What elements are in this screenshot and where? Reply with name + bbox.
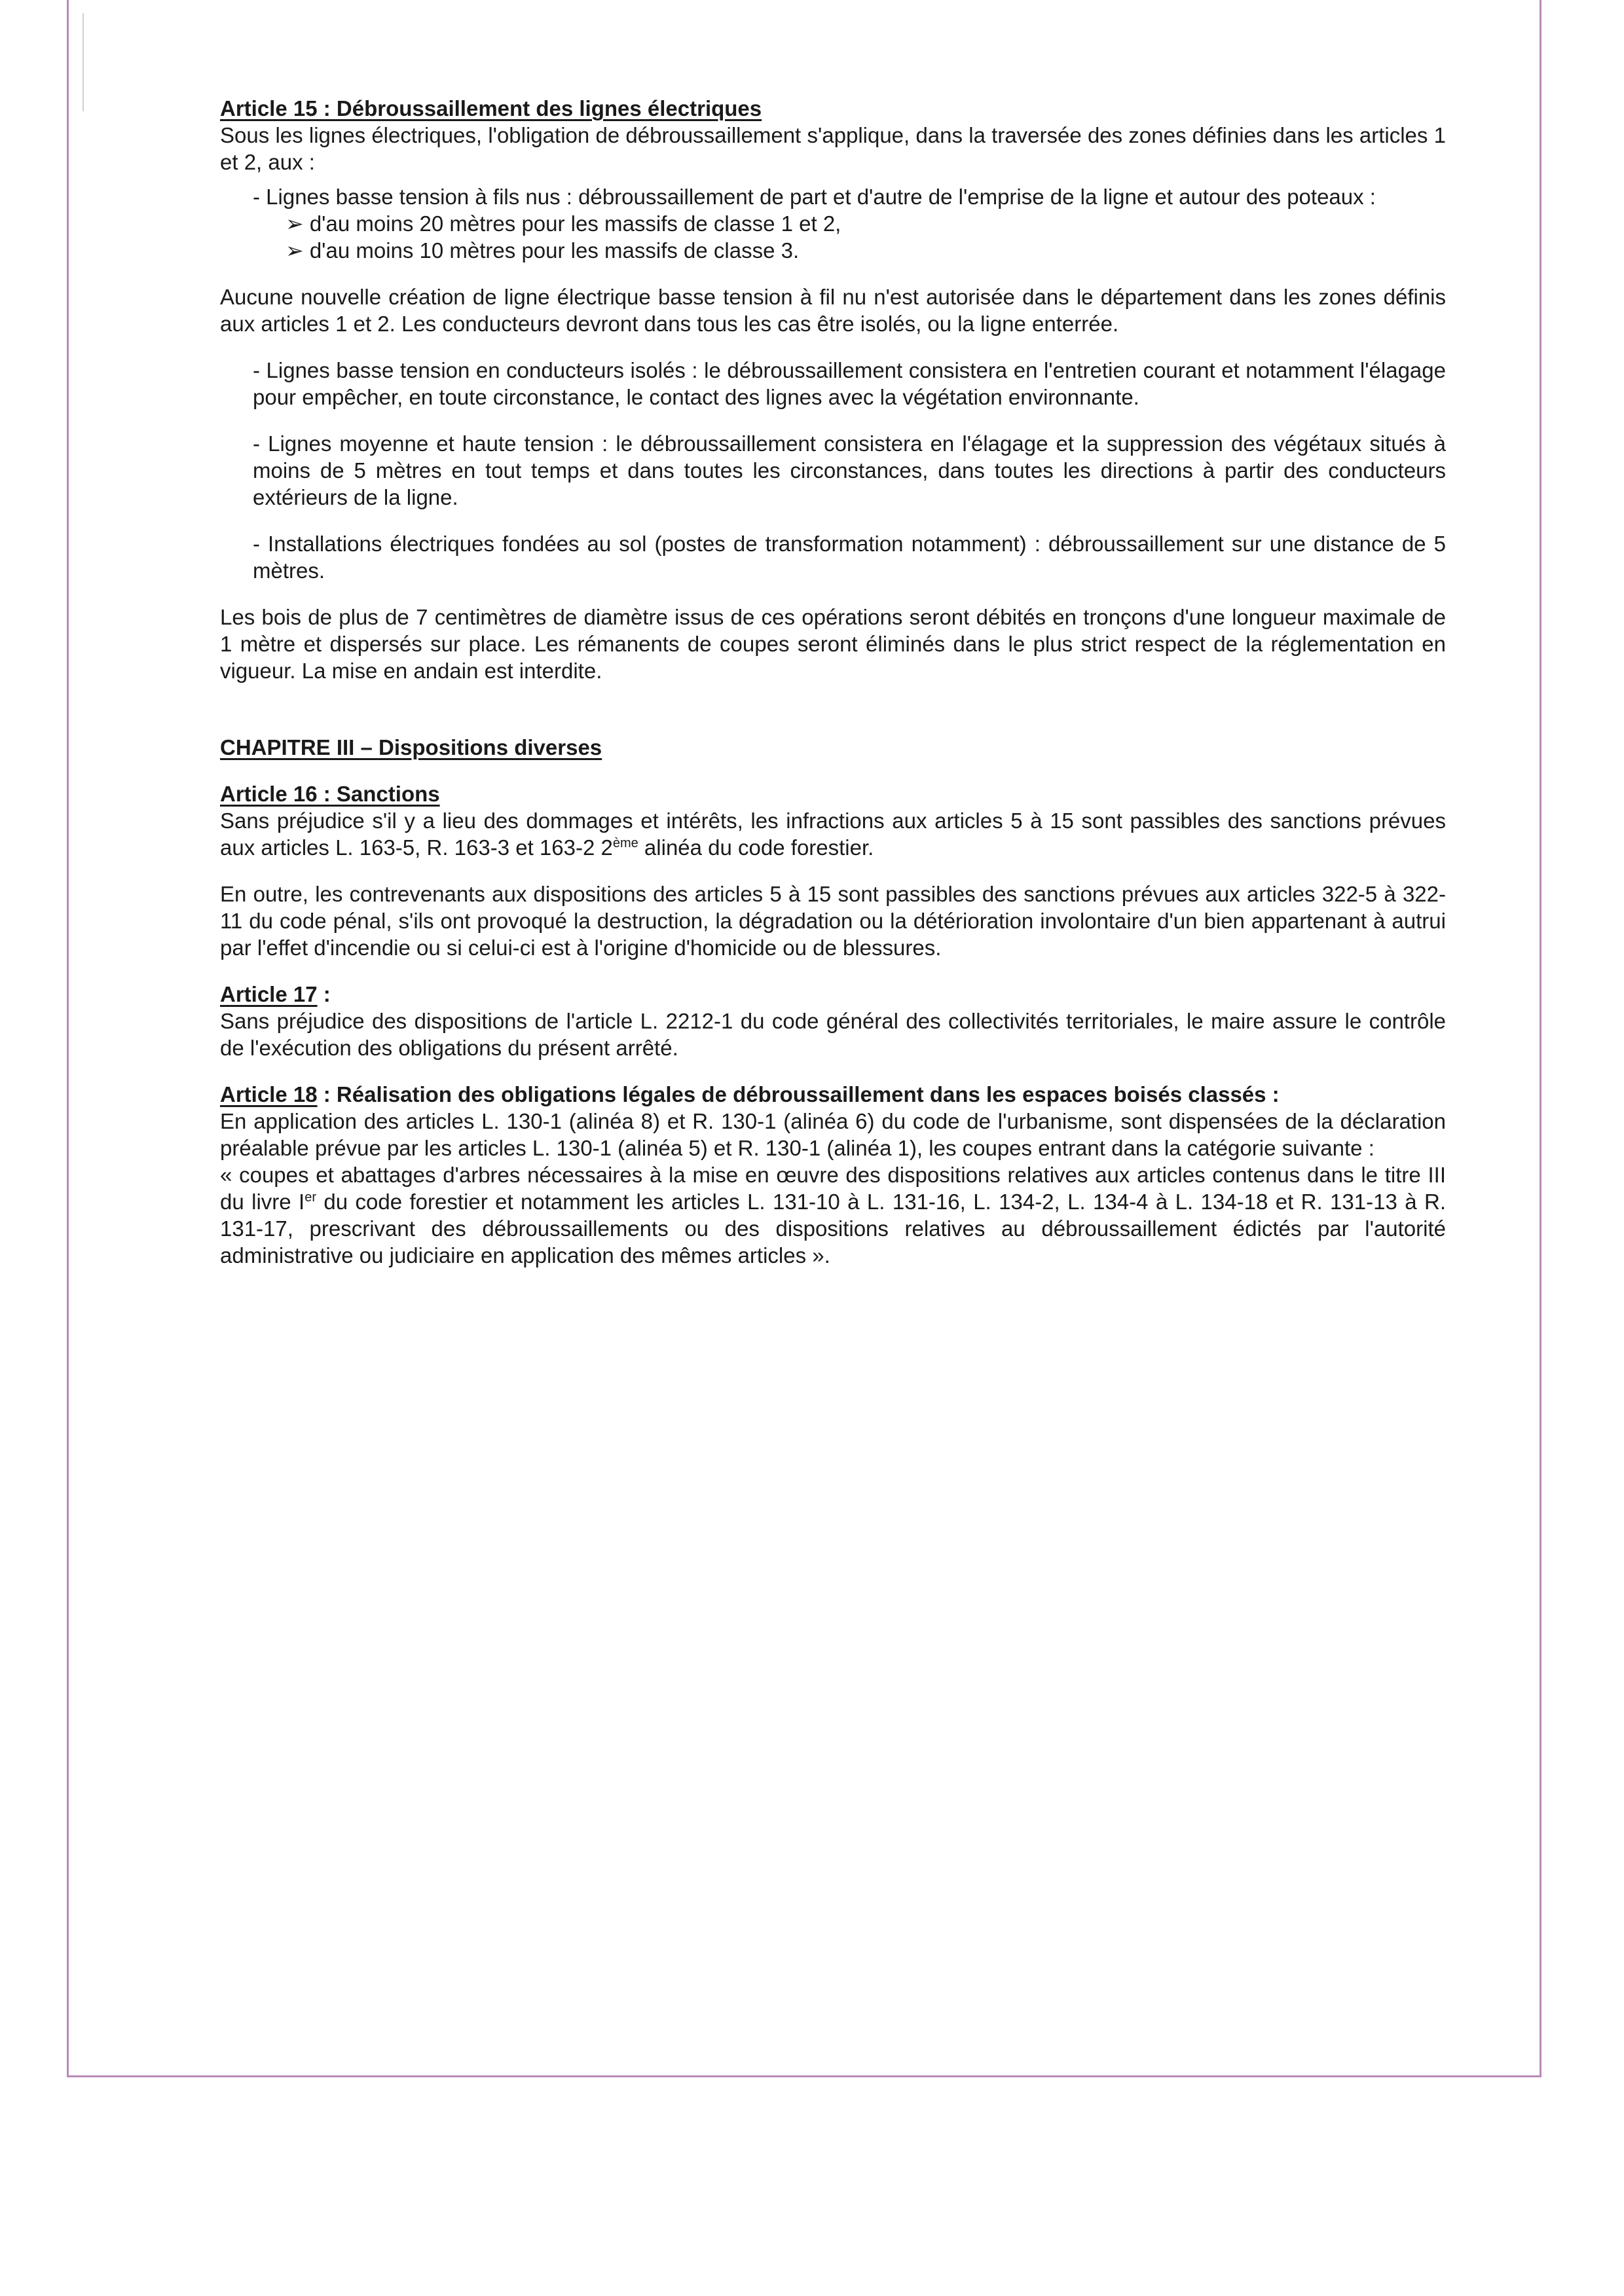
article-17-title: Article 17 xyxy=(220,982,318,1006)
chapter-3-heading xyxy=(220,734,1446,761)
article-15-item-ground: - Installations électriques fondées au sol (postes de transformation notamment) : débroussaillement sur une distance de 5 mètres. xyxy=(253,532,1446,583)
article-15-bullet-1: ➢ d'au moins 20 mètres pour les massifs de classe 1 et 2, xyxy=(286,211,841,236)
article-15-paragraph-1: Sous les lignes électriques, l'obligation de débroussaillement s'applique, dans la traversée des zones définies dans les articles 1 et 2, aux : xyxy=(220,123,1446,174)
article-16-paragraph-2: En outre, les contrevenants aux dispositions des articles 5 à 15 sont passibles des sanctions prévues aux articles 322-5 à 322-11 du code pénal, s'ils ont provoqué la destruction, la dégradation ou la détérioration involontaire d'un bien appartenant à autrui par l'effet d'incendie ou si celui-ci est à l'origine d'homicide ou de blessures. xyxy=(220,882,1446,960)
article-15-item-insulated: - Lignes basse tension en conducteurs isolés : le débroussaillement consistera en l'entretien courant et notamment l'élagage pour empêcher, en toute circonstance, le contact des lignes avec la végétation environnante. xyxy=(253,358,1446,409)
article-15-paragraph-3: Les bois de plus de 7 centimètres de diamètre issus de ces opérations seront débités en tronçons d'une longueur maximale de 1 mètre et dispersés sur place. Les rémanents de coupes seront éliminés dans le plus strict respect de la réglementation en vigueur. La mise en andain est interdite. xyxy=(220,605,1446,683)
article-16-title: Article 16 : Sanctions xyxy=(220,782,440,806)
article-15-item-bare-wires: - Lignes basse tension à fils nus : débroussaillement de part et d'autre de l'emprise de la ligne et autour des poteaux : xyxy=(253,185,1376,209)
article-15-title: Article 15 : Débroussaillement des lignes électriques xyxy=(220,96,762,120)
article-18-paragraph-1: En application des articles L. 130-1 (alinéa 8) et R. 130-1 (alinéa 6) du code de l'urbanisme, sont dispensées de la déclaration préalable prévue par les articles L. 130-1 (alinéa 5) et R. 130-1 (alinéa 1), les coupes entrant dans la catégorie suivante : xyxy=(220,1109,1446,1160)
arrow-bullet-icon: ➢ xyxy=(286,211,310,236)
arrow-bullet-icon: ➢ xyxy=(286,238,310,263)
article-18-title: Article 18 xyxy=(220,1082,318,1106)
article-18-heading: Article 18 : Réalisation des obligations légales de débroussaillement dans les espaces boisés classés : xyxy=(220,1082,1280,1106)
chapter-3-title: CHAPITRE III – Dispositions diverses xyxy=(220,735,602,759)
article-15-paragraph-2: Aucune nouvelle création de ligne électrique basse tension à fil nu n'est autorisée dans le département dans les zones définis aux articles 1 et 2. Les conducteurs devront dans tous les cas être isolés, ou la ligne enterrée. xyxy=(220,285,1446,336)
article-16-heading xyxy=(220,780,1446,807)
document-body xyxy=(220,95,1446,1269)
article-18-paragraph-2: « coupes et abattages d'arbres nécessaires à la mise en œuvre des dispositions relatives aux articles contenus dans le titre III du livre Ier du code forestier et notamment les articles L. 131-10 à L. 131-16, L. 134-2, L. 134-4 à L. 134-18 et R. 131-13 à R. 131-17, prescrivant des débroussaillements ou des dispositions relatives au débroussaillement édictés par l'autorité administrative ou judiciaire en application des mêmes articles ». xyxy=(220,1163,1446,1267)
article-17-paragraph-1: Sans préjudice des dispositions de l'article L. 2212-1 du code général des collectivités territoriales, le maire assure le contrôle de l'exécution des obligations du présent arrêté. xyxy=(220,1009,1446,1060)
article-15-item-medium-high: - Lignes moyenne et haute tension : le débroussaillement consistera en l'élagage et la suppression des végétaux situés à moins de 5 mètres en tout temps et dans toutes les circonstances, dans toutes les directions à partir des conducteurs extérieurs de la ligne. xyxy=(253,431,1446,509)
superscript: ème xyxy=(612,836,638,850)
article-17-heading: Article 17 : xyxy=(220,982,331,1006)
scan-artifact-line xyxy=(83,13,84,111)
article-16-paragraph-1: Sans préjudice s'il y a lieu des dommages et intérêts, les infractions aux articles 5 à 15 sont passibles des sanctions prévues aux articles L. 163-5, R. 163-3 et 163-2 2ème alinéa du code forestier. xyxy=(220,809,1446,860)
article-15-bullet-2: ➢ d'au moins 10 mètres pour les massifs de classe 3. xyxy=(286,238,800,263)
article-15-heading xyxy=(220,95,1446,122)
superscript: er xyxy=(304,1190,316,1205)
